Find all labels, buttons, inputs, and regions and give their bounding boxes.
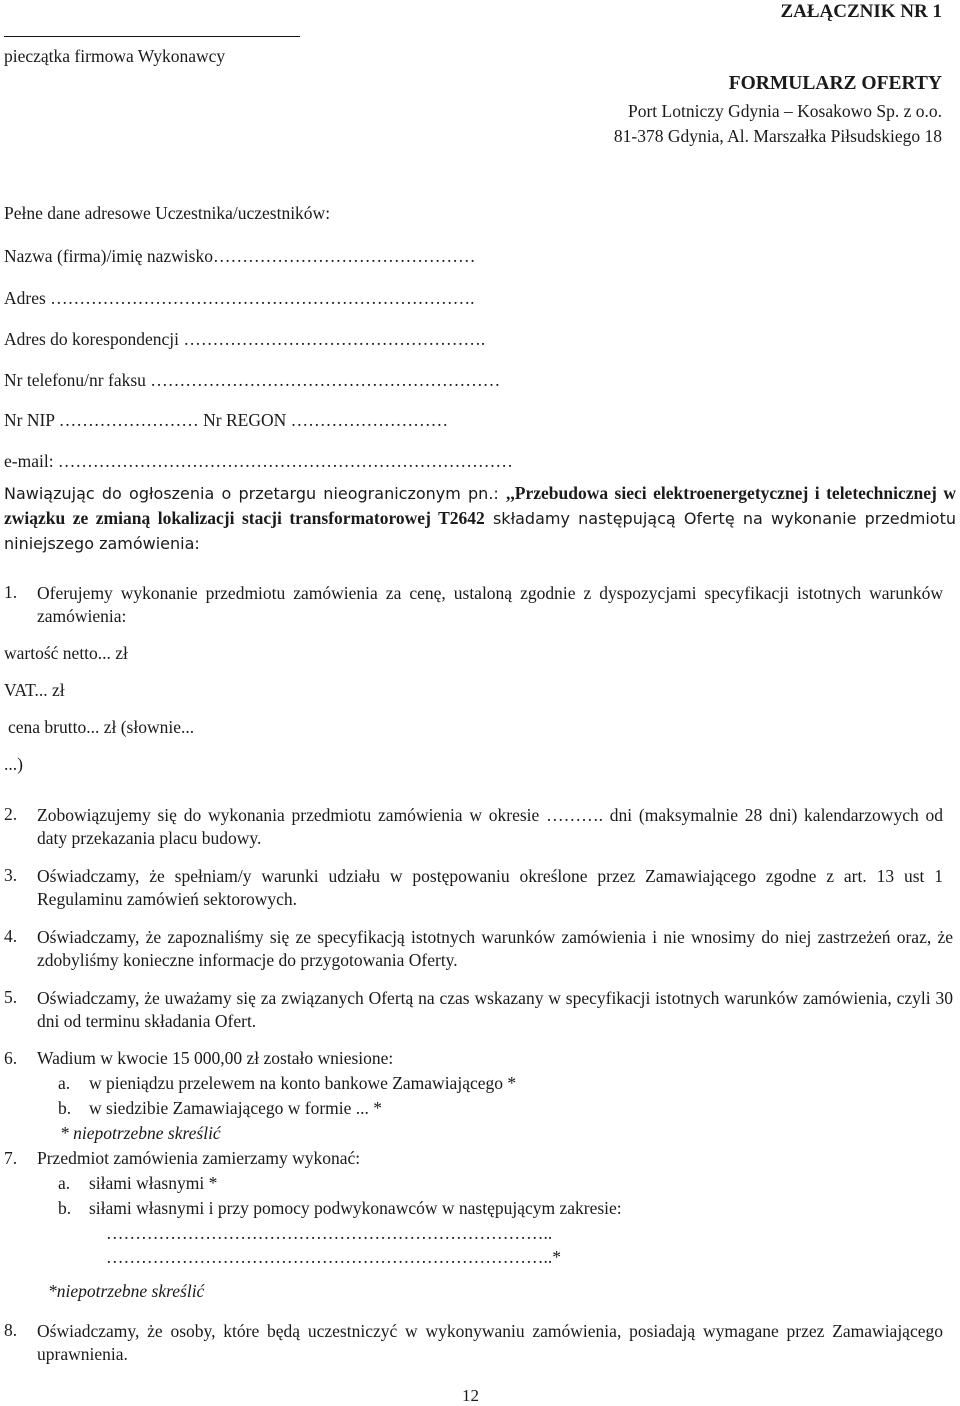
subcontract-dots-line1: …………………………………………………………………..: [106, 1223, 553, 1243]
recipient-line1: Port Lotniczy Gdynia – Kosakowo Sp. z o.o.: [628, 101, 942, 121]
gross-words-continuation: ...): [4, 754, 23, 774]
nip-regon-field: Nr NIP …………………… Nr REGON ………………………: [4, 410, 449, 430]
subcontract-dots-line2: …………………………………………………………………..*: [106, 1247, 561, 1267]
item7-b-text: siłami własnymi i przy pomocy podwykonawców w następującym zakresie:: [89, 1198, 622, 1218]
phone-fax-field: Nr telefonu/nr faksu ……………………………………………………: [4, 370, 501, 390]
annex-label: ZAŁĄCZNIK NR 1: [780, 1, 942, 22]
item7-note: *niepotrzebne skreślić: [48, 1281, 205, 1301]
tender-title: ,,Przebudowa sieci elektroenergetycznej i teletechnicznej w związku ze zmianą lokalizacji stacji transformatorowej T2642: [4, 483, 956, 528]
item7-b-label: b.: [58, 1198, 72, 1218]
item4-number: 4.: [4, 926, 18, 946]
stamp-label: pieczątka firmowa Wykonawcy: [4, 46, 226, 66]
recipient-line2: 81-378 Gdynia, Al. Marszałka Piłsudskiego 18: [613, 126, 942, 146]
item3-number: 3.: [4, 865, 18, 885]
intro-paragraph: [4, 481, 956, 556]
item6-a-text: w pieniądzu przelewem na konto bankowe Zamawiającego *: [89, 1073, 517, 1093]
gross-price-field: cena brutto... zł (słownie...: [8, 717, 195, 737]
correspondence-field: Adres do korespondencji …………………………………………….: [4, 329, 486, 349]
item6-a-label: a.: [58, 1073, 71, 1093]
address-field: Adres ……………………………………………………………….: [4, 288, 475, 308]
name-field: Nazwa (firma)/imię nazwisko………………………………………: [4, 246, 476, 266]
item5-text: Oświadczamy, że uważamy się za związanych Ofertą na czas wskazany w specyfikacji istotnych warunków zamówienia, czyli 30 dni od terminu składania Ofert.: [37, 988, 953, 1031]
item2-text: Zobowiązujemy się do wykonania przedmiotu zamówienia w okresie ………. dni (maksymalnie 28 dni) kalendarzowych od daty przekazania placu budowy.: [37, 805, 943, 848]
item6-note: * niepotrzebne skreślić: [60, 1123, 221, 1143]
intro-part1: Nawiązując do ogłoszenia o przetargu nieograniczonym pn.:: [4, 484, 506, 503]
item5-number: 5.: [4, 987, 18, 1007]
item7-a-label: a.: [58, 1173, 71, 1193]
address-heading: Pełne dane adresowe Uczestnika/uczestników:: [4, 203, 331, 223]
item1-number: 1.: [4, 582, 18, 602]
item8-number: 8.: [4, 1320, 18, 1340]
net-value-field: wartość netto... zł: [4, 643, 128, 663]
stamp-signature-line: [4, 36, 300, 37]
item7-a-text: siłami własnymi *: [89, 1173, 218, 1193]
intro-part2: składamy następującą Ofertę na wykonanie przedmiotu niniejszego zamówienia:: [4, 509, 957, 553]
item4-text: Oświadczamy, że zapoznaliśmy się ze specyfikacją istotnych warunków zamówienia i nie wnosimy do niej zastrzeżeń oraz, że zdobyliśmy konieczne informacje do przygotowania Oferty.: [37, 927, 953, 970]
item6-b-label: b.: [58, 1098, 72, 1118]
vat-field: VAT... zł: [4, 680, 65, 700]
item6-text: Wadium w kwocie 15 000,00 zł zostało wniesione:: [37, 1048, 394, 1068]
item8-text: Oświadczamy, że osoby, które będą uczestniczyć w wykonywaniu zamówienia, posiadają wymagane przez Zamawiającego uprawnienia.: [37, 1321, 943, 1364]
email-field: e-mail: ……………………………………………………………………: [4, 451, 513, 471]
item2-number: 2.: [4, 804, 18, 824]
item1-text: Oferujemy wykonanie przedmiotu zamówienia za cenę, ustaloną zgodnie z dyspozycjami specyfikacji istotnych warunków zamówienia:: [37, 583, 943, 626]
item6-b-text: w siedzibie Zamawiającego w formie ... *: [89, 1098, 383, 1118]
page-number: 12: [462, 1386, 479, 1405]
form-title: FORMULARZ OFERTY: [728, 73, 942, 94]
item7-text: Przedmiot zamówienia zamierzamy wykonać:: [37, 1148, 361, 1168]
item7-number: 7.: [4, 1148, 18, 1168]
item6-number: 6.: [4, 1048, 18, 1068]
item3-text: Oświadczamy, że spełniam/y warunki udziału w postępowaniu określone przez Zamawiającego zgodne z art. 13 ust 1 Regulaminu zamówień sektorowych.: [37, 866, 943, 909]
